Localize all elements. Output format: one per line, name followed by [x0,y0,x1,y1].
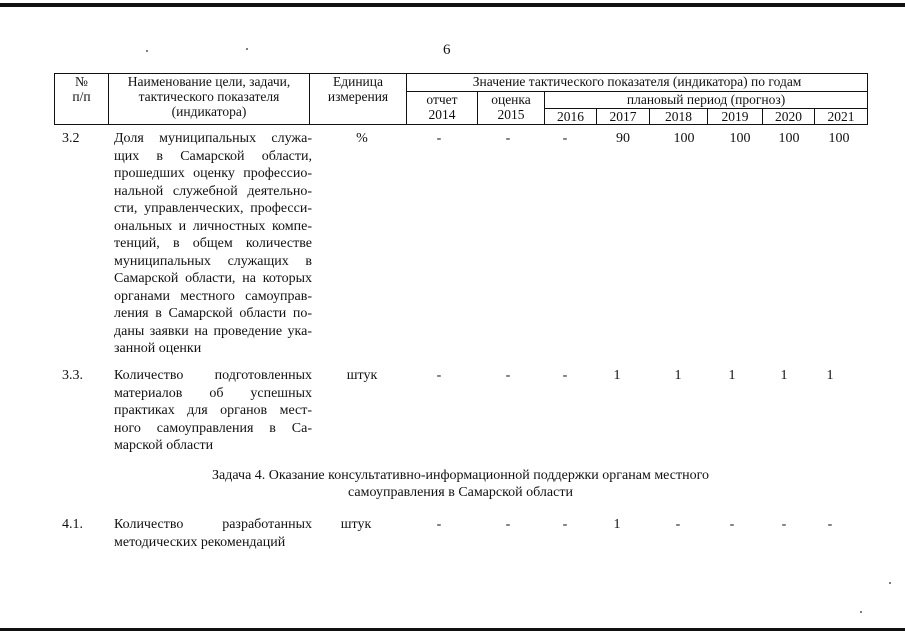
row-number: 3.3. [62,368,83,383]
scan-speck [860,611,862,613]
value-2016: - [562,368,568,383]
table-header [54,73,868,125]
header-year: 2017 [597,109,650,125]
header-year: 2019 [708,109,763,125]
scan-speck [146,50,148,52]
header-year: 2018 [650,109,708,125]
unit-value: штук [340,517,372,532]
header-year: 2016 [545,109,597,125]
top-rule [0,3,905,7]
header-planned-period: плановый период (прогноз) [545,92,868,109]
task-heading: Задача 4. Оказание консультативно-информационной поддержки органам местного самоуправления в Самарской области [212,468,709,500]
value-2014: - [436,517,442,532]
value-2018: 100 [673,131,695,146]
header-year: 2020 [763,109,815,125]
value-2014: - [436,368,442,383]
value-2015: - [505,517,511,532]
value-2019: 1 [728,368,736,383]
page-number: 6 [443,42,451,58]
header-unit: Единица измерения [310,74,407,125]
indicator-name: Количество разработанных методических рекомендаций [114,517,312,550]
header-year: 2021 [815,109,868,125]
value-2020: 1 [780,368,788,383]
header-estimate: оценка 2015 [478,92,545,125]
unit-value: штук [346,368,378,383]
header-num: № п/п [55,74,109,125]
header-name: Наименование цели, задачи, тактического показателя (индикатора) [109,74,310,125]
value-2017: 1 [613,368,621,383]
value-2015: - [505,131,511,146]
value-2021: - [827,517,833,532]
value-2016: - [562,517,568,532]
value-2018: - [675,517,681,532]
header-values-group: Значение тактического показателя (индикатора) по годам [407,74,868,92]
value-2017: 90 [616,131,630,146]
scan-speck [889,582,891,584]
value-2019: 100 [729,131,751,146]
value-2019: - [729,517,735,532]
row-number: 4.1. [62,517,83,532]
unit-value: % [356,131,368,146]
value-2020: 100 [778,131,800,146]
value-2020: - [781,517,787,532]
value-2018: 1 [674,368,682,383]
header-report: отчет 2014 [407,92,478,125]
value-2014: - [436,131,442,146]
value-2021: 1 [826,368,834,383]
bottom-rule [0,628,905,631]
row-number: 3.2 [62,131,80,146]
scan-speck [246,48,248,50]
indicator-name: Количество подготовленных материалов об успешных практиках для органов мест- ного самоуправления в Са- марской области [114,368,312,453]
value-2017: 1 [613,517,621,532]
value-2016: - [562,131,568,146]
value-2015: - [505,368,511,383]
indicator-name: Доля муниципальных служа- щих в Самарской области, прошедших оценку профессио- нальной служебной деятельно- сти, управленческих, професси- ональных и личностных компе- тенций, в общем количестве муниципальных служащих в Самарской области, на которых органами местного самоуправ- ления в Самарской области по- даны заявки на проведение ука- занной оценки [114,131,312,356]
value-2021: 100 [828,131,850,146]
